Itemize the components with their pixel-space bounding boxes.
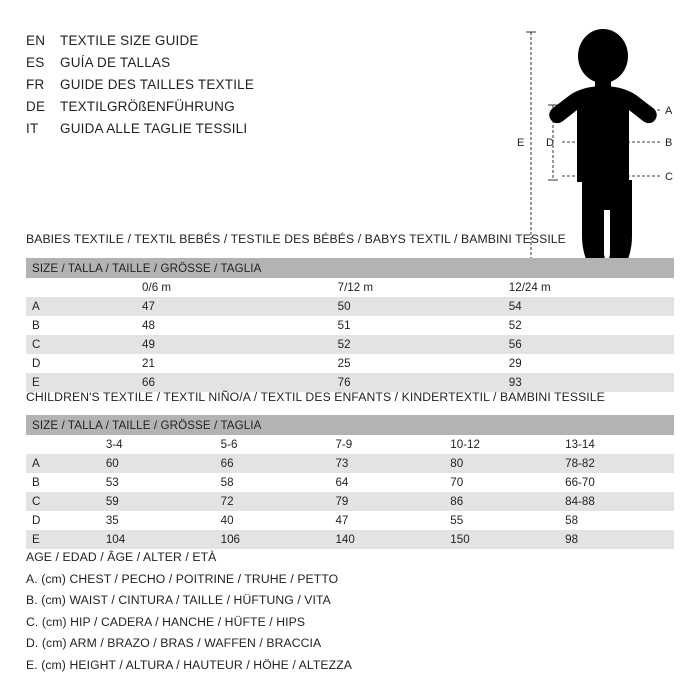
- babies-row-label-c: C: [26, 335, 136, 354]
- language-code-es: ES: [26, 55, 45, 70]
- babies-cell-e-1: 76: [332, 373, 503, 392]
- children-row-label-c: C: [26, 492, 100, 511]
- children-header-label: SIZE / TALLA / TAILLE / GRÖSSE / TAGLIA: [26, 415, 674, 435]
- babies-row-label-a: A: [26, 297, 136, 316]
- children-cell-d-1: 40: [215, 511, 330, 530]
- babies-cell-e-0: 66: [136, 373, 332, 392]
- language-code-en: EN: [26, 33, 46, 48]
- children-cell-e-4: 98: [559, 530, 674, 549]
- legend-line-arm: D. (cm) ARM / BRAZO / BRAS / WAFFEN / BRACCIA: [26, 636, 322, 650]
- children-column-corner: [26, 435, 100, 454]
- babies-cell-b-2: 52: [503, 316, 674, 335]
- children-cell-b-0: 53: [100, 473, 215, 492]
- children-column-row: [26, 435, 674, 454]
- babies-column-0: 0/6 m: [136, 278, 332, 297]
- marker-e: E: [517, 137, 525, 149]
- children-cell-d-0: 35: [100, 511, 215, 530]
- table-row: [26, 473, 674, 492]
- table-row: [26, 354, 674, 373]
- language-code-fr: FR: [26, 77, 45, 92]
- children-cell-b-1: 58: [215, 473, 330, 492]
- babies-cell-c-1: 52: [332, 335, 503, 354]
- language-title-block: [26, 33, 486, 143]
- marker-d: D: [546, 137, 554, 149]
- babies-size-table: [26, 258, 674, 392]
- language-row-fr: [26, 77, 486, 99]
- language-text-en: TEXTILE SIZE GUIDE: [60, 33, 199, 48]
- legend-line-height: E. (cm) HEIGHT / ALTURA / HAUTEUR / HÖHE / ALTEZZA: [26, 657, 352, 672]
- babies-column-row: [26, 278, 674, 297]
- legend-line-hip: C. (cm) HIP / CADERA / HANCHE / HÜFTE / HIPS: [26, 614, 306, 629]
- table-row: [26, 511, 674, 530]
- babies-column-1: 7/12 m: [332, 278, 503, 297]
- babies-cell-d-2: 29: [503, 354, 674, 373]
- babies-column-2: 12/24 m: [503, 278, 674, 297]
- babies-cell-b-1: 51: [332, 316, 503, 335]
- legend-line-waist: B. (cm) WAIST / CINTURA / TAILLE / HÜFTUNG / VITA: [26, 593, 331, 607]
- children-size-table: [26, 415, 674, 549]
- children-cell-b-3: 70: [444, 473, 559, 492]
- babies-cell-a-1: 50: [332, 297, 503, 316]
- babies-cell-a-0: 47: [136, 297, 332, 316]
- children-column-4: 13-14: [559, 435, 674, 454]
- language-text-de: TEXTILGRÖßENFÜHRUNG: [60, 99, 235, 114]
- measurement-legend: [26, 550, 526, 679]
- children-table-header-row: [26, 415, 674, 435]
- children-column-3: 10-12: [444, 435, 559, 454]
- babies-cell-a-2: 54: [503, 297, 674, 316]
- children-cell-c-0: 59: [100, 492, 215, 511]
- children-cell-e-3: 150: [444, 530, 559, 549]
- language-code-it: IT: [26, 121, 39, 136]
- table-row: [26, 316, 674, 335]
- children-row-label-a: A: [26, 454, 100, 473]
- legend-line-age: AGE / EDAD / ÂGE / ALTER / ETÀ: [26, 550, 217, 564]
- babies-cell-c-2: 56: [503, 335, 674, 354]
- language-code-de: DE: [26, 99, 46, 114]
- table-row: [26, 454, 674, 473]
- children-section-title: CHILDREN'S TEXTILE / TEXTIL NIÑO/A / TEXTIL DES ENFANTS / KINDERTEXTIL / BAMBINI TESSILE: [26, 390, 605, 404]
- babies-header-label: SIZE / TALLA / TAILLE / GRÖSSE / TAGLIA: [26, 258, 674, 278]
- language-row-de: [26, 99, 486, 121]
- children-column-2: 7-9: [329, 435, 444, 454]
- babies-cell-e-2: 93: [503, 373, 674, 392]
- children-cell-e-1: 106: [215, 530, 330, 549]
- babies-cell-c-0: 49: [136, 335, 332, 354]
- children-cell-a-4: 78-82: [559, 454, 674, 473]
- table-row: [26, 297, 674, 316]
- children-cell-c-1: 72: [215, 492, 330, 511]
- language-row-en: [26, 33, 486, 55]
- babies-row-label-d: D: [26, 354, 136, 373]
- children-cell-a-1: 66: [215, 454, 330, 473]
- table-row: [26, 530, 674, 549]
- children-row-label-b: B: [26, 473, 100, 492]
- children-cell-d-4: 58: [559, 511, 674, 530]
- children-cell-a-2: 73: [329, 454, 444, 473]
- legend-line-chest: A. (cm) CHEST / PECHO / POITRINE / TRUHE / PETTO: [26, 571, 339, 586]
- children-cell-d-3: 55: [444, 511, 559, 530]
- babies-row-label-e: E: [26, 373, 136, 392]
- children-column-1: 5-6: [215, 435, 330, 454]
- babies-section-title: BABIES TEXTILE / TEXTIL BEBÉS / TESTILE DES BÉBÉS / BABYS TEXTIL / BAMBINI TESSILE: [26, 232, 566, 246]
- language-text-fr: GUIDE DES TAILLES TEXTILE: [60, 77, 255, 92]
- children-cell-e-0: 104: [100, 530, 215, 549]
- children-cell-a-0: 60: [100, 454, 215, 473]
- babies-column-corner: [26, 278, 136, 297]
- children-cell-b-4: 66-70: [559, 473, 674, 492]
- children-cell-c-4: 84-88: [559, 492, 674, 511]
- table-row: [26, 492, 674, 511]
- children-cell-e-2: 140: [329, 530, 444, 549]
- babies-cell-d-1: 25: [332, 354, 503, 373]
- children-row-label-e: E: [26, 530, 100, 549]
- language-text-it: GUIDA ALLE TAGLIE TESSILI: [60, 121, 248, 136]
- babies-row-label-b: B: [26, 316, 136, 335]
- children-cell-a-3: 80: [444, 454, 559, 473]
- babies-cell-d-0: 21: [136, 354, 332, 373]
- children-cell-c-2: 79: [329, 492, 444, 511]
- children-cell-c-3: 86: [444, 492, 559, 511]
- children-cell-b-2: 64: [329, 473, 444, 492]
- language-text-es: GUÍA DE TALLAS: [60, 55, 171, 70]
- marker-b: B: [665, 137, 673, 149]
- children-row-label-d: D: [26, 511, 100, 530]
- marker-a: A: [665, 105, 673, 117]
- children-column-0: 3-4: [100, 435, 215, 454]
- language-row-es: [26, 55, 486, 77]
- babies-cell-b-0: 48: [136, 316, 332, 335]
- language-row-it: [26, 121, 486, 143]
- table-row: [26, 335, 674, 354]
- children-cell-d-2: 47: [329, 511, 444, 530]
- babies-table-header-row: [26, 258, 674, 278]
- marker-c: C: [665, 171, 673, 183]
